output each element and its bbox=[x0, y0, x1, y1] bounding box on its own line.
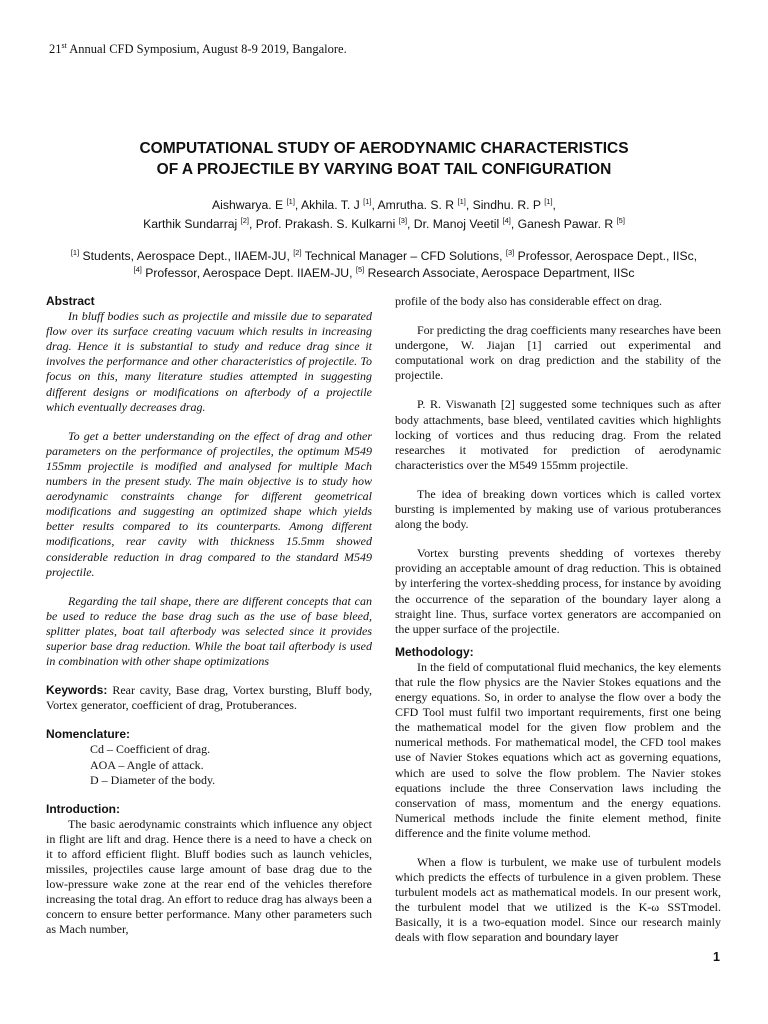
right-column bbox=[395, 294, 721, 947]
nomenclature-item: Cd – Coefficient of drag. bbox=[90, 742, 211, 757]
left-column bbox=[46, 294, 372, 938]
author-list: Aishwarya. E [1], Akhila. T. J [1], Amrutha. S. R [1], Sindhu. R. P [1], Karthik Sundarraj [2], Prof. Prakash. S. Kulkarni [3], Dr. Manoj Veetil [4], Ganesh Pawar. R [5] bbox=[143, 196, 625, 231]
introduction-paragraph-1: The basic aerodynamic constraints which influence any object in flight are lift and drag. Hence there is a need to have a check on it to afford efficient flight. Bluff bodies such as launch vehicles, missiles, projectiles cause large amount of base drag due to the low-pressure wake zone at the rear end of the vehicles therefore increasing the total drag. An effort to reduce drag has always been a concern to ensure better performance. Many other parameters such as Mach number, bbox=[46, 816, 372, 937]
introduction-paragraph-2: profile of the body also has considerable effect on drag. bbox=[395, 294, 663, 308]
nomenclature-item: D – Diameter of the body. bbox=[90, 772, 216, 787]
keywords-text: Rear cavity, Base drag, Vortex bursting, Bluff body, Vortex generator, coefficient of drag, Protuberances. bbox=[46, 683, 372, 713]
affiliations: [1] Students, Aerospace Dept., IIAEM-JU, [2] Technical Manager – CFD Solutions, [3] Professor, Aerospace Dept., IISc, [4] Professor, Aerospace Dept. IIAEM-JU, [5] Research Associate, Aerospace Department, IISc bbox=[70, 247, 698, 280]
introduction-paragraph-3: For predicting the drag coefficients many researches have been undergone, W. Jiajan [1] carried out experimental and computational work on drag prediction and the stability of the projectile. bbox=[395, 323, 721, 383]
abstract-paragraph-1: In bluff bodies such as projectile and missile due to separated flow over its surface creating vacuum which results in increasing drag. Hence it is substantial to study and reduce drag since it involves the performance and other characteristics of projectile. To focus on this, many literature studies attempted in suggesting different designs or modifications on afterbody of a projectile which eventually decreases drag. bbox=[46, 309, 372, 414]
introduction-paragraph-4: P. R. Viswanath [2] suggested some techniques such as after body attachments, base bleed, ventilated cavities which highlights locking of vortices and thus reducing drag. From the related researches it motivated for prediction of aerodynamic characteristics over the M549 155mm projectile. bbox=[395, 397, 721, 472]
introduction-paragraph-5: The idea of breaking down vortices which is called vortex bursting is implemented by making use of various protuberances along the body. bbox=[395, 486, 721, 532]
keywords bbox=[46, 683, 372, 713]
abstract-heading: Abstract bbox=[46, 294, 95, 308]
conference-header: 21st Annual CFD Symposium, August 8-9 2019, Bangalore. bbox=[49, 40, 347, 56]
methodology-paragraph-1: In the field of computational fluid mechanics, the key elements that rule the flow physics are the Navier Stokes equations and the energy equations. So, in order to analyse the flow over a body the CFD Tool must fulfil two important requirements, first one being the mathematical model for the given flow problem and the numerical methods. For mathematical model, the CFD tool makes use of Navier Stokes equations which act as governing equations, which are used to solve the flow problem. The Navier stokes equations include the three Conservation laws including the conservation of mass, momentum and the energy equations. Numerical methods include the finite element method, finite difference and the finite volume method. bbox=[395, 659, 721, 840]
title-line-2: OF A PROJECTILE BY VARYING BOAT TAIL CONFIGURATION bbox=[156, 161, 612, 178]
title-line-1: COMPUTATIONAL STUDY OF AERODYNAMIC CHARACTERISTICS bbox=[139, 140, 629, 157]
methodology-paragraph-2: When a flow is turbulent, we make use of turbulent models which predicts the effects of turbulence in a given problem. These turbulent models act as mathematical models. In our present work, the turbulent model that we utilized is the K-ω SSTmodel. Basically, it is a two-equation model. Since our research mainly deals with flow separation and boundary layer bbox=[395, 855, 721, 945]
nomenclature-heading: Nomenclature: bbox=[46, 727, 131, 742]
abstract-paragraph-2: To get a better understanding on the effect of drag and other parameters on the performance of projectiles, the optimum M549 155mm projectile is modified and analysed for multiple Mach numbers in the present study. The main objective is to study how aerodynamic constraints change for different geometrical modifications and suggesting an optimized shape which yields better results compared to its counterparts. Among different modifications, rear cavity with thickness 15.5mm showed considerable reduction in drag compared to the standard M549 projectile. bbox=[46, 428, 372, 579]
methodology-heading: Methodology: bbox=[395, 644, 474, 659]
abstract-paragraph-3: Regarding the tail shape, there are different concepts that can be used to reduce the base drag such as the use of base bleed, splitter plates, boat tail afterbody was selected since it provides superior base drag reduction. While the boat tail afterbody is used in combination with other shape optimizations bbox=[46, 593, 372, 669]
keywords-label: Keywords: bbox=[46, 683, 113, 698]
page-number: 1 bbox=[713, 950, 720, 964]
paper-title bbox=[0, 138, 768, 180]
introduction-paragraph-6: Vortex bursting prevents shedding of vortexes thereby providing an acceptable amount of drag reduction. This is obtained by interfering the vortex-shedding process, for instance by avoiding the occurrence of the separation of the boundary layer along a straight line. Thus, surface vortex generators are accompanied on the upper surface of the projectile. bbox=[395, 546, 721, 636]
nomenclature-item: AOA – Angle of attack. bbox=[90, 757, 204, 772]
introduction-heading: Introduction: bbox=[46, 801, 120, 816]
